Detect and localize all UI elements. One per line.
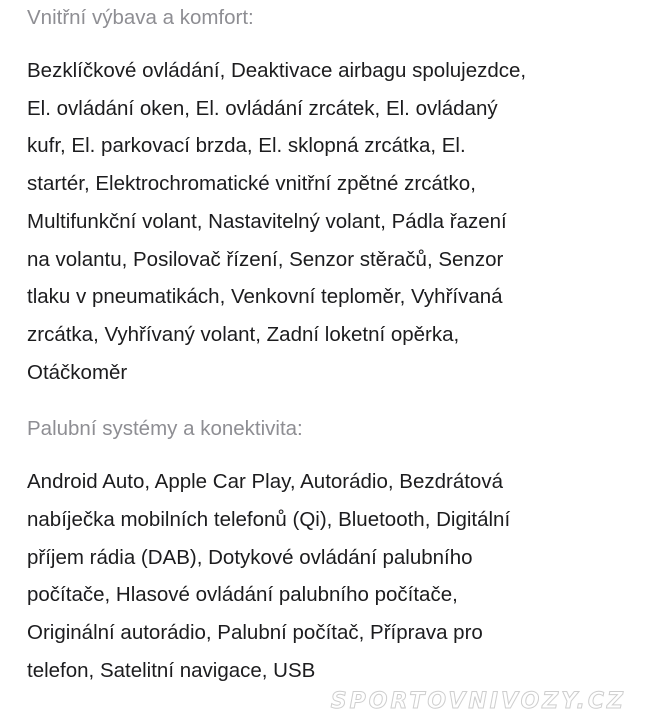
text-line: tlaku v pneumatikách, Venkovní teploměr, Vyhřívaná <box>27 285 503 309</box>
watermark-logo: SPORTOVNIVOZY.CZ <box>330 689 626 714</box>
text-line: Originální autorádio, Palubní počítač, Příprava pro <box>27 621 483 645</box>
section-body-onboard-systems <box>27 463 627 689</box>
section-heading-interior-comfort: Vnitřní výbava a komfort: <box>27 6 254 29</box>
text-line: kufr, El. parkovací brzda, El. sklopná zrcátka, El. <box>27 134 466 158</box>
text-line: Android Auto, Apple Car Play, Autorádio, Bezdrátová <box>27 470 503 494</box>
text-line: nabíječka mobilních telefonů (Qi), Bluetooth, Digitální <box>27 508 511 532</box>
text-line: startér, Elektrochromatické vnitřní zpětné zrcátko, <box>27 172 476 196</box>
text-line: Bezklíčkové ovládání, Deaktivace airbagu spolujezdce, <box>27 59 527 82</box>
text-line: na volantu, Posilovač řízení, Senzor stěračů, Senzor <box>27 247 504 271</box>
vehicle-equipment-list <box>27 0 627 690</box>
text-line: telefon, Satelitní navigace, USB <box>27 658 316 682</box>
text-line: El. ovládání oken, El. ovládání zrcátek, El. ovládaný <box>27 96 498 120</box>
text-line: zrcátka, Vyhřívaný volant, Zadní loketní opěrka, <box>27 322 460 346</box>
text-line: počítače, Hlasové ovládání palubního počítače, <box>27 583 458 607</box>
section-heading-onboard-systems: Palubní systémy a konektivita: <box>27 417 303 441</box>
text-line: Otáčkoměr <box>27 360 128 384</box>
text-line: Multifunkční volant, Nastavitelný volant, Pádla řazení <box>27 209 507 233</box>
text-line: příjem rádia (DAB), Dotykové ovládání palubního <box>27 545 473 569</box>
section-body-interior-comfort <box>27 52 627 391</box>
